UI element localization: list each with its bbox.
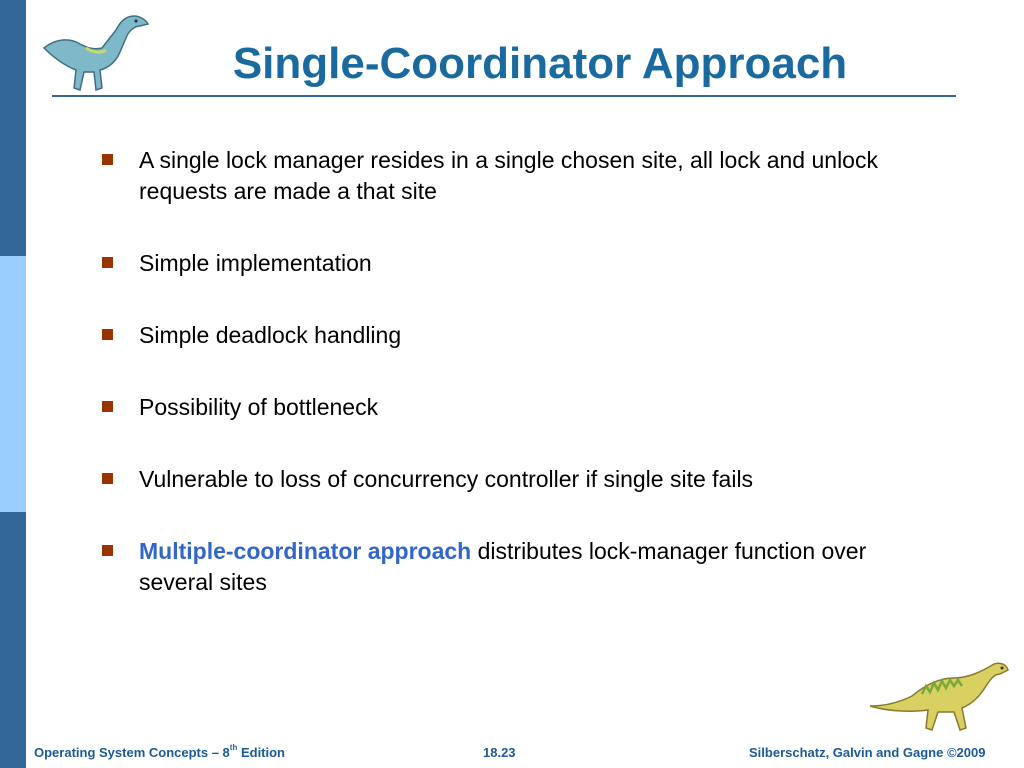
dinosaur-icon bbox=[866, 656, 1016, 738]
footer-book-title-suffix: Edition bbox=[237, 745, 286, 760]
bullet-item bbox=[100, 248, 920, 279]
footer-copyright: Silberschatz, Galvin and Gagne ©2009 bbox=[749, 745, 986, 760]
bullet-list bbox=[100, 145, 920, 639]
square-bullet-icon bbox=[102, 257, 113, 268]
sidebar-top-stripe bbox=[0, 0, 26, 256]
sidebar-bottom-stripe bbox=[0, 512, 26, 768]
dinosaur-icon bbox=[36, 8, 156, 96]
square-bullet-icon bbox=[102, 329, 113, 340]
bullet-emphasis: Multiple-coordinator approach bbox=[139, 538, 472, 564]
title-divider bbox=[52, 95, 956, 97]
footer-book-title-superscript: th bbox=[229, 743, 238, 752]
bullet-text: Vulnerable to loss of concurrency controller if single site fails bbox=[139, 466, 754, 492]
square-bullet-icon bbox=[102, 154, 113, 165]
bullet-text: Possibility of bottleneck bbox=[139, 394, 379, 420]
footer-book-title-prefix: Operating System Concepts – 8 bbox=[34, 745, 230, 760]
square-bullet-icon bbox=[102, 473, 113, 484]
bullet-item bbox=[100, 145, 920, 207]
slide-title: Single-Coordinator Approach bbox=[232, 39, 848, 88]
bullet-text: Simple deadlock handling bbox=[139, 322, 402, 348]
bullet-text: A single lock manager resides in a single chosen site, all lock and unlock requests are made a that site bbox=[139, 147, 878, 204]
sidebar-middle-stripe bbox=[0, 256, 26, 512]
square-bullet-icon bbox=[102, 401, 113, 412]
bullet-item bbox=[100, 536, 920, 598]
square-bullet-icon bbox=[102, 545, 113, 556]
bullet-item bbox=[100, 392, 920, 423]
footer-page-number: 18.23 bbox=[483, 745, 516, 760]
footer-book-title bbox=[34, 745, 285, 760]
bullet-item bbox=[100, 320, 920, 351]
bullet-item bbox=[100, 464, 920, 495]
bullet-text: distributes lock-manager function over several sites bbox=[139, 538, 867, 595]
bullet-text: Simple implementation bbox=[139, 250, 372, 276]
